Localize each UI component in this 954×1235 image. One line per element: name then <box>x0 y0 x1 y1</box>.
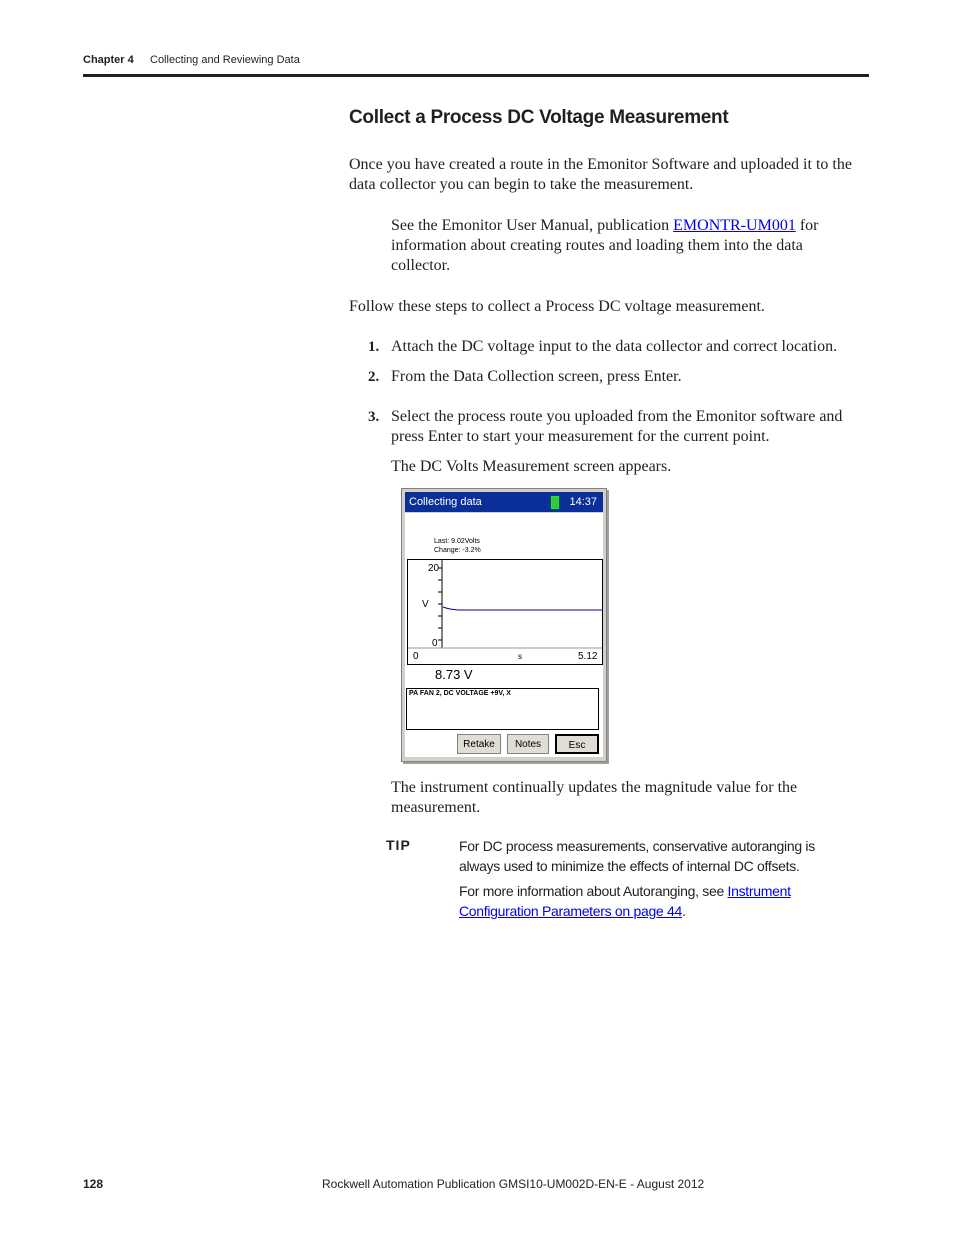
notes-button[interactable]: Notes <box>507 734 549 754</box>
continual-paragraph: The instrument continually updates the magnitude value for the measurement. <box>391 779 798 816</box>
retake-button[interactable]: Retake <box>457 734 501 754</box>
tip-text-1: For DC process measurements, conservative autoranging is always used to minimize the effects of internal DC offsets. <box>459 838 815 874</box>
magnitude-value: 8.73 V <box>435 667 473 682</box>
step-3-number: 3. <box>368 409 380 425</box>
device-body <box>405 513 603 757</box>
y-max-label: 20 <box>428 563 440 574</box>
y-min-label: 0 <box>432 638 438 649</box>
step-1-number: 1. <box>368 339 380 355</box>
step-1-text: Attach the DC voltage input to the data collector and correct location. <box>391 338 838 355</box>
emontr-um001-link[interactable]: EMONTR-UM001 <box>673 217 796 234</box>
voltage-plot-svg <box>408 560 602 664</box>
see-also-suffix: for information about creating routes and loading them into the data collector. <box>391 217 819 274</box>
see-also-prefix: See the Emonitor User Manual, publication <box>391 217 674 234</box>
page-number: 128 <box>83 1177 104 1191</box>
page-title: Collect a Process DC Voltage Measurement <box>349 107 729 128</box>
esc-button[interactable]: Esc <box>555 734 599 754</box>
follow-paragraph: Follow these steps to collect a Process DC voltage measurement. <box>349 298 765 315</box>
screen-appears-text: The DC Volts Measurement screen appears. <box>391 458 672 475</box>
intro-paragraph: Once you have created a route in the Emonitor Software and uploaded it to the data collector you can begin to take the measurement. <box>349 156 852 193</box>
voltage-trace <box>443 607 602 610</box>
voltage-plot <box>407 559 603 665</box>
section-label: Collecting and Reviewing Data <box>150 54 300 66</box>
device-title: Collecting data <box>409 496 482 508</box>
see-also-paragraph <box>391 216 861 276</box>
tip-text-2-prefix: For more information about Autoranging, see <box>459 883 728 899</box>
device-title-bar <box>405 492 603 512</box>
change-reading: Change: -3.2% <box>434 547 481 554</box>
step-2-text: From the Data Collection screen, press Enter. <box>391 368 682 385</box>
tip-text-2-suffix: . <box>681 903 686 919</box>
publication-info: Rockwell Automation Publication GMSI10-UM002D-EN-E - August 2012 <box>322 1177 705 1191</box>
chapter-label: Chapter 4 <box>83 54 134 66</box>
tip-label: TIP <box>386 837 411 853</box>
last-reading: Last: 9.02Volts <box>434 538 480 545</box>
instrument-config-link[interactable]: Instrument Configuration Parameters on page 44 <box>459 883 791 919</box>
x-max-label: 5.12 <box>578 651 598 662</box>
x-min-label: 0 <box>413 651 419 662</box>
step-3-text: Select the process route you uploaded from the Emonitor software and press Enter to start your measurement for the current point. <box>391 408 843 445</box>
point-description: PA FAN 2, DC VOLTAGE +9V, X <box>406 688 599 730</box>
x-unit-label: s <box>518 652 522 661</box>
y-axis-label: V <box>422 599 429 610</box>
tip-text-2 <box>459 881 854 921</box>
step-2-number: 2. <box>368 369 380 385</box>
header-rule <box>83 74 869 77</box>
device-screenshot <box>401 488 607 762</box>
battery-icon <box>551 496 559 509</box>
device-clock: 14:37 <box>569 496 597 508</box>
